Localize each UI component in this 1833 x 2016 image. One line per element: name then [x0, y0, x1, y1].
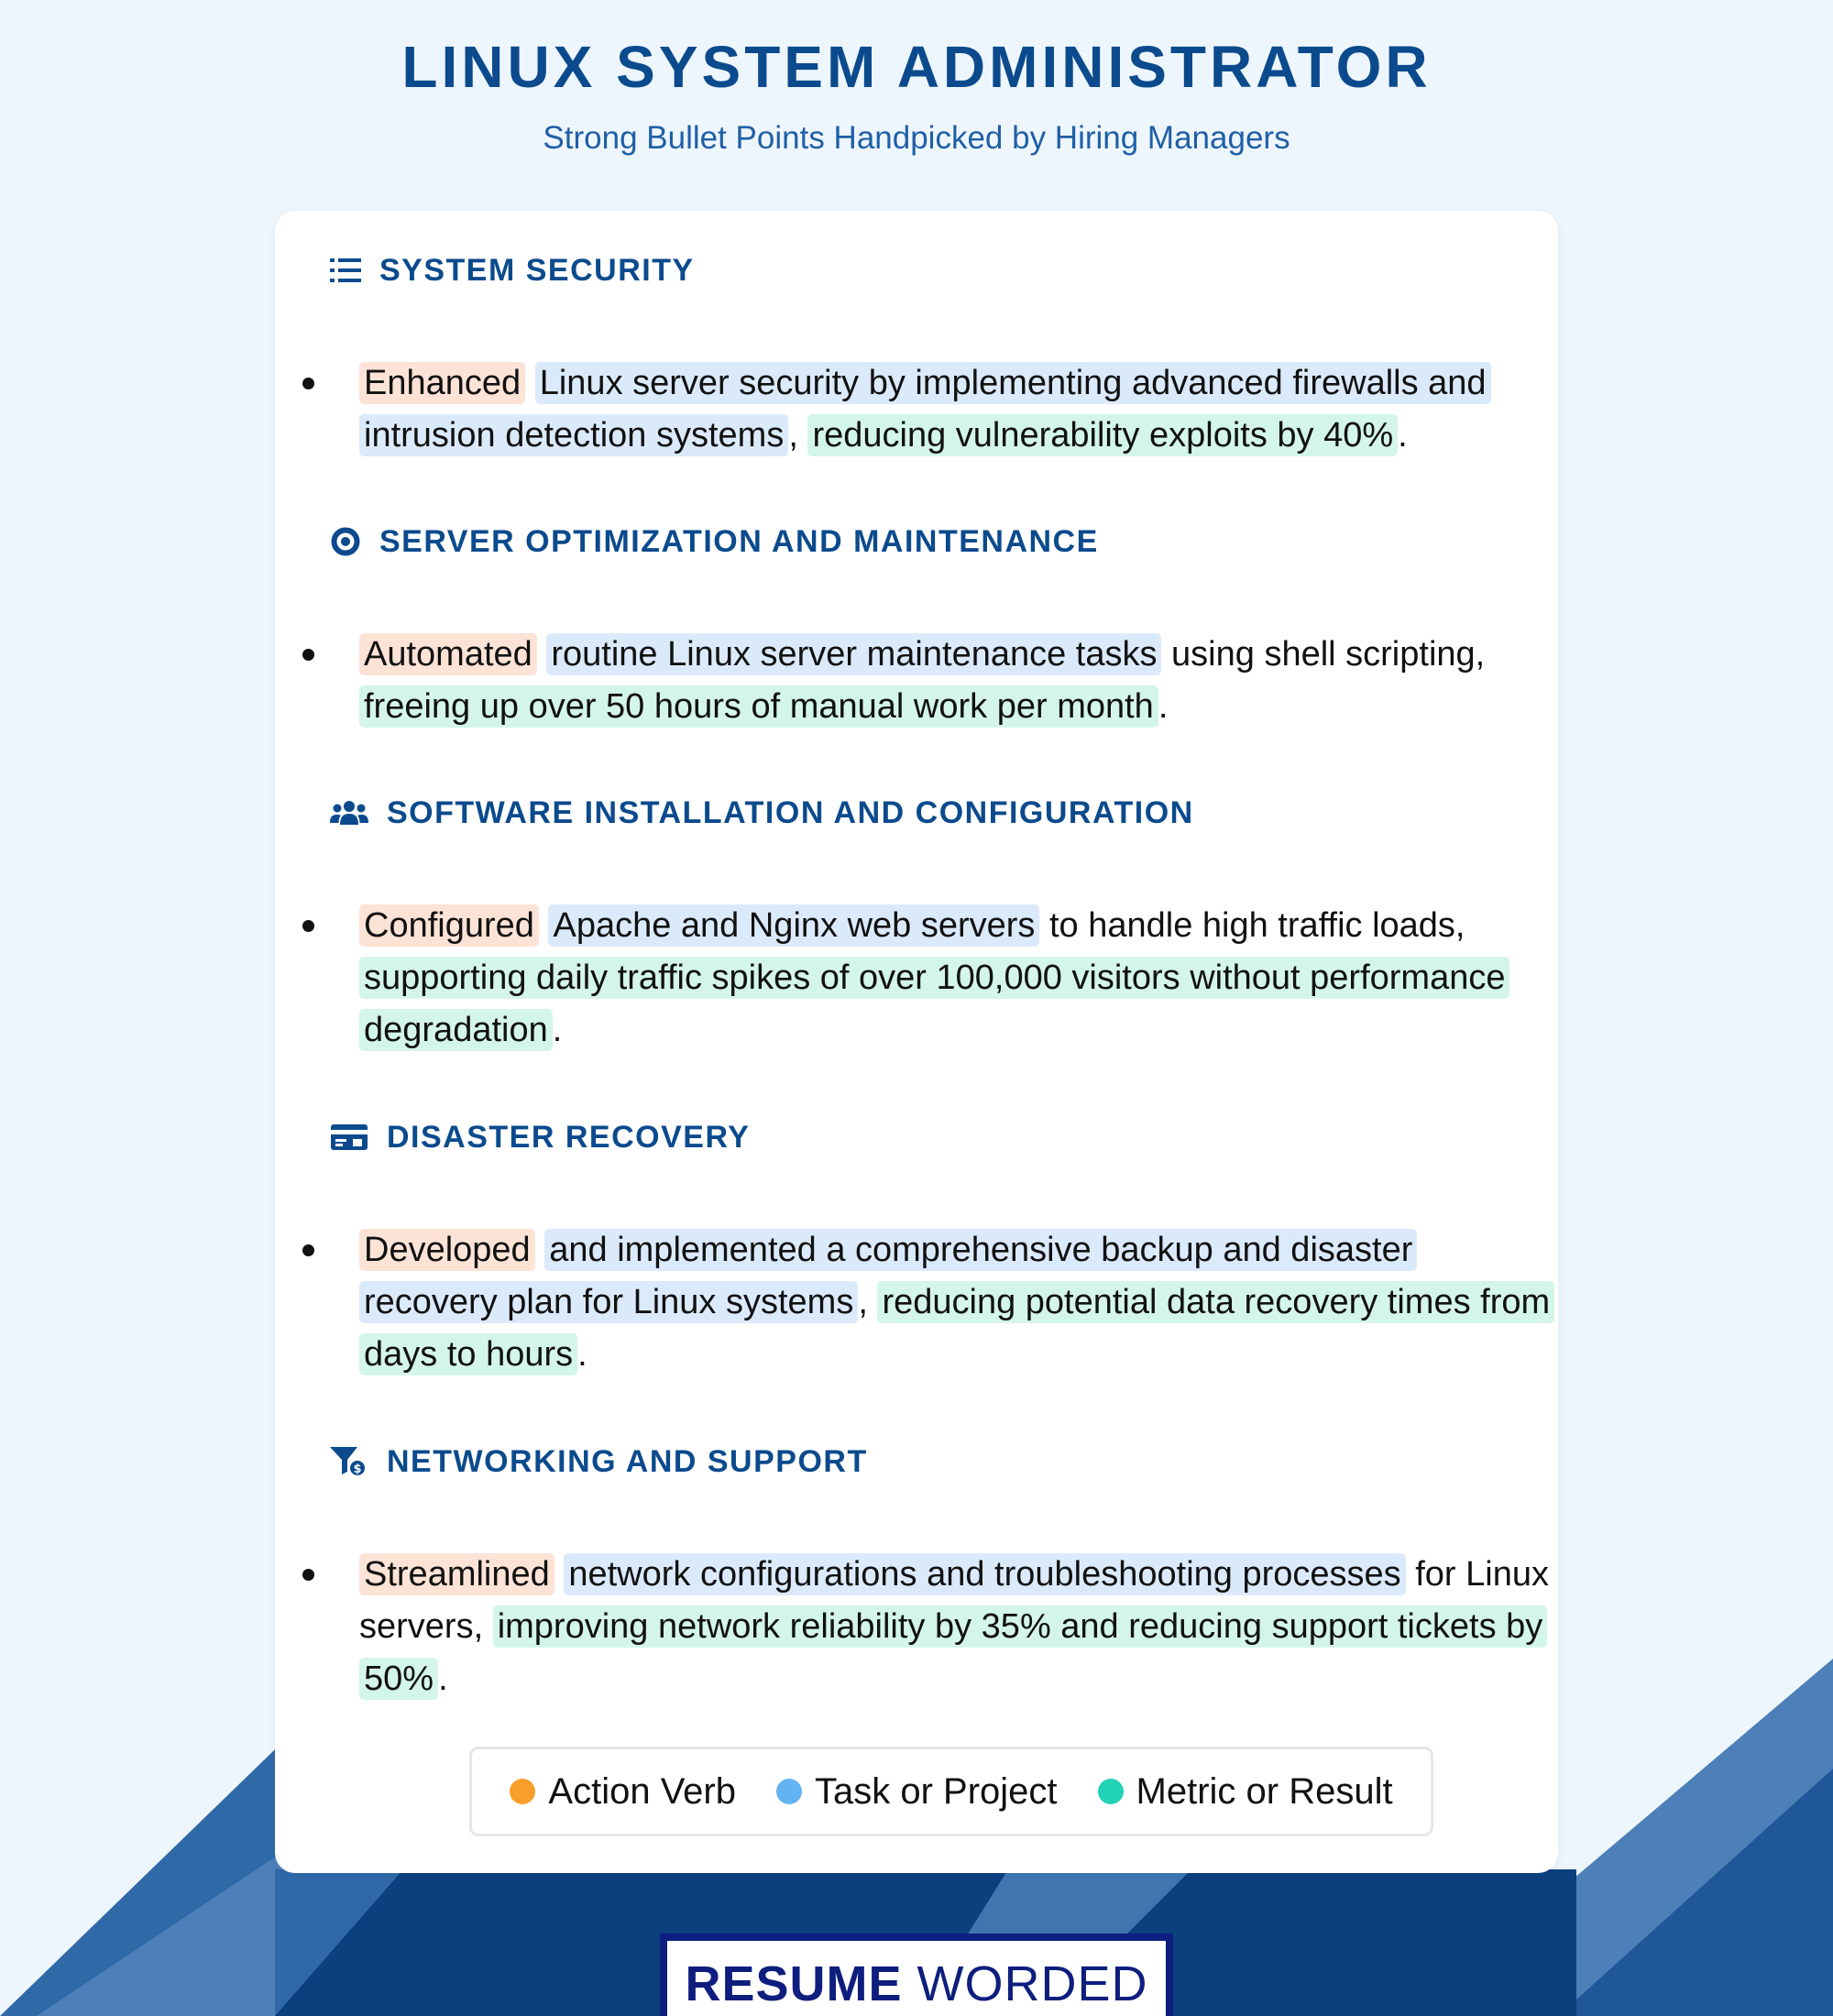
teal-dot-icon [1098, 1779, 1124, 1804]
credit-card-icon [330, 1122, 368, 1153]
connector-text: to handle high traffic loads, [1039, 906, 1465, 945]
metric-phrase: supporting daily traffic spikes of over 100,000 visitors without performance degradation [359, 957, 1509, 1051]
end-punctuation: . [1398, 416, 1408, 455]
bullet-dot [302, 649, 314, 661]
action-verb: Automated [359, 633, 537, 675]
metric-phrase: freeing up over 50 hours of manual work per month [359, 685, 1158, 728]
connector-text: , [858, 1283, 878, 1321]
section-title: DISASTER RECOVERY [387, 1119, 751, 1155]
resume-worded-logo[interactable] [660, 1934, 1173, 2016]
bullet-dot [302, 920, 314, 932]
connector-text: for Linux servers, [359, 1555, 1549, 1646]
action-verb: Enhanced [359, 362, 525, 404]
task-phrase: and implemented a comprehensive backup and disaster recovery plan for Linux systems [359, 1229, 1417, 1323]
svg-text:$: $ [353, 1463, 362, 1476]
section-title: SYSTEM SECURITY [379, 252, 695, 288]
bullet-dot [302, 1244, 314, 1256]
section-title: SOFTWARE INSTALLATION AND CONFIGURATION [387, 794, 1194, 830]
logo-bold-text: RESUME [685, 1956, 903, 2011]
bullet-dot [302, 378, 314, 389]
users-icon [330, 797, 368, 828]
legend-item-task [776, 1771, 1058, 1813]
section-title: SERVER OPTIMIZATION AND MAINTENANCE [379, 523, 1099, 559]
action-verb: Developed [359, 1229, 535, 1271]
connector-text: using shell scripting, [1161, 635, 1486, 674]
end-punctuation: . [1158, 687, 1169, 726]
highlight-legend [469, 1747, 1433, 1836]
legend-label: Task or Project [814, 1770, 1058, 1812]
section-heading [330, 1114, 750, 1160]
target-circle-icon [330, 526, 361, 557]
section-heading [330, 247, 695, 293]
legend-label: Action Verb [548, 1770, 736, 1812]
blue-dot-icon [776, 1779, 802, 1804]
section-heading [330, 519, 1099, 564]
metric-phrase: reducing potential data recovery times from days to hours [359, 1281, 1554, 1375]
action-verb: Streamlined [359, 1553, 554, 1595]
legend-label: Metric or Result [1136, 1770, 1393, 1812]
task-phrase: Linux server security by implementing advanced firewalls and intrusion detection systems [359, 362, 1491, 456]
task-phrase: network configurations and troubleshooting processes [564, 1553, 1405, 1595]
end-punctuation: . [577, 1335, 587, 1374]
metric-phrase: improving network reliability by 35% and reducing support tickets by 50% [359, 1605, 1547, 1700]
logo-light-text: WORDED [916, 1956, 1148, 2011]
action-verb: Configured [359, 904, 539, 947]
task-phrase: Apache and Nginx web servers [548, 904, 1039, 947]
bullet-text [359, 357, 1551, 462]
page-subtitle: Strong Bullet Points Handpicked by Hiring Managers [543, 120, 1290, 156]
page-header [0, 35, 1833, 158]
bullet-text [359, 900, 1551, 1057]
orange-dot-icon [510, 1779, 535, 1804]
bullet-text [359, 629, 1551, 733]
bullet-points-card [275, 211, 1558, 1873]
end-punctuation: . [438, 1660, 448, 1698]
funnel-dollar-icon [330, 1446, 368, 1477]
end-punctuation: . [552, 1011, 563, 1049]
bullet-text [359, 1224, 1551, 1381]
metric-phrase: reducing vulnerability exploits by 40% [807, 414, 1398, 456]
legend-item-action [510, 1771, 736, 1813]
legend-item-metric [1098, 1771, 1393, 1813]
list-icon [330, 255, 361, 286]
task-phrase: routine Linux server maintenance tasks [546, 633, 1161, 675]
bullet-text [359, 1549, 1551, 1705]
bullet-dot [302, 1569, 314, 1581]
section-heading [330, 790, 1194, 836]
connector-text: , [788, 416, 808, 455]
page-title: LINUX SYSTEM ADMINISTRATOR [401, 34, 1432, 100]
section-title: NETWORKING AND SUPPORT [387, 1443, 868, 1479]
section-heading [330, 1439, 868, 1485]
